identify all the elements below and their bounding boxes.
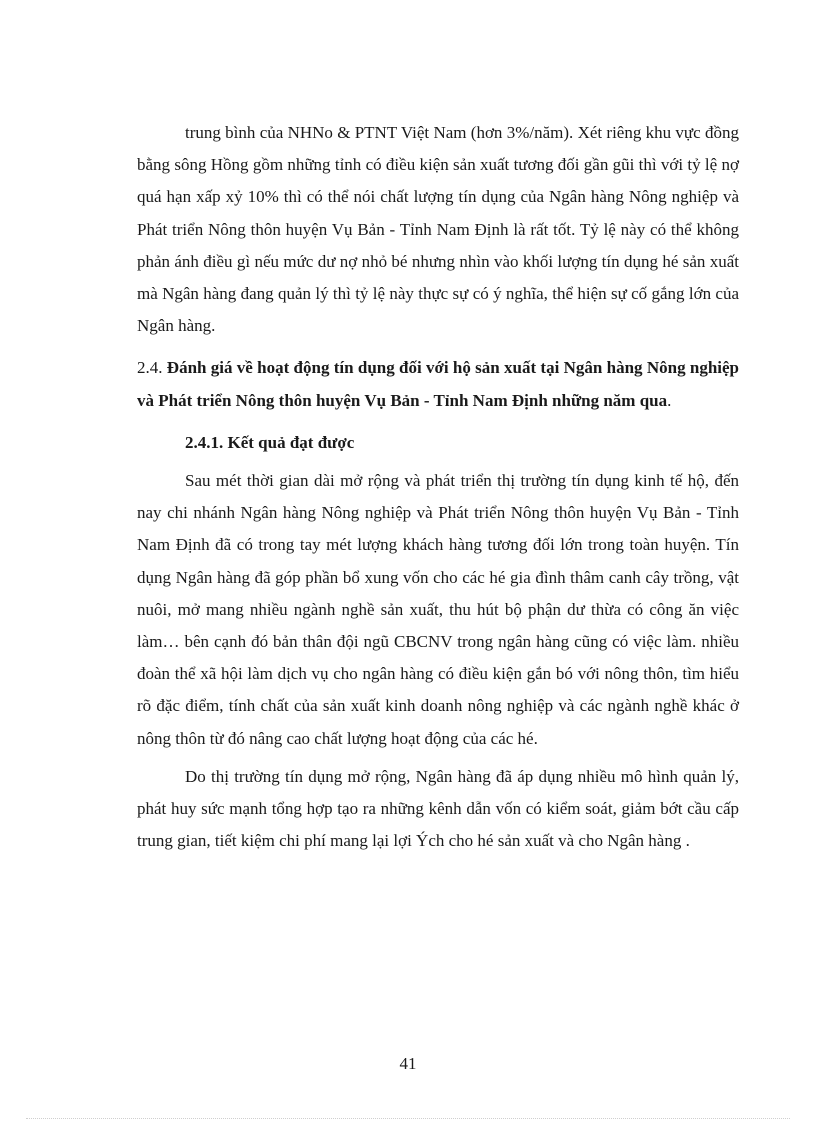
paragraph-intro: trung bình của NHNo & PTNT Việt Nam (hơn 3%/năm). Xét riêng khu vực đồng bằng sông Hồng gồm những tỉnh có điều kiện sản xuất tương đối gần gũi thì với tỷ lệ nợ quá hạn xấp xỷ 10% thì có thể nói chất lượng tín dụng của Ngân hàng Nông nghiệp và Phát triển Nông thôn huyện Vụ Bản - Tỉnh Nam Định là rất tốt. Tỷ lệ này có thể không phản ánh điều gì nếu mức dư nợ nhỏ bé nhưng nhìn vào khối lượng tín dụng hé sản xuất mà Ngân hàng đang quản lý thì tỷ lệ này thực sự có ý nghĩa, thể hiện sự cố gắng lớn của Ngân hàng. — [137, 123, 739, 336]
footer-divider — [26, 1118, 790, 1119]
paragraph-results-1: Sau mét thời gian dài mở rộng và phát triển thị trường tín dụng kinh tế hộ, đến nay chi nhánh Ngân hàng Nông nghiệp và Phát triển Nông thôn huyện Vụ Bản - Tỉnh Nam Định đã có trong tay mét lượng khách hàng tương đối lớn trong toàn huyện. Tín dụng Ngân hàng đã góp phần bổ xung vốn cho các hé gia đình thâm canh cây trồng, vật nuôi, mở mang nhiều ngành nghề sản xuất, thu hút bộ phận dư thừa có công ăn việc làm… bên cạnh đó bản thân đội ngũ CBCNV trong ngân hàng cũng có việc làm. nhiều đoàn thể xã hội làm dịch vụ cho ngân hàng có điều kiện gắn bó với nông thôn, tìm hiểu rõ đặc điểm, tính chất của sản xuất kinh doanh nông nghiệp và các ngành nghề khác ở nông thôn từ đó nâng cao chất lượng hoạt động của các hé. — [137, 471, 739, 748]
section-heading — [137, 352, 739, 416]
subsection-heading: 2.4.1. Kết quả đạt được — [185, 432, 355, 452]
page-number: 41 — [399, 1054, 417, 1073]
section-title: Đánh giá về hoạt động tín dụng đối với hộ sản xuất tại Ngân hàng Nông nghiệp và Phát triển Nông thôn huyện Vụ Bản - Tỉnh Nam Định những năm qua — [137, 358, 739, 410]
page-content — [137, 117, 739, 857]
paragraph-results-2: Do thị trường tín dụng mở rộng, Ngân hàng đã áp dụng nhiều mô hình quản lý, phát huy sức mạnh tổng hợp tạo ra những kênh dẫn vốn có kiểm soát, giảm bớt cầu cấp trung gian, tiết kiệm chi phí mang lại lợi Ých cho hé sản xuất và cho Ngân hàng . — [137, 766, 739, 851]
section-number: 2.4. — [137, 358, 163, 378]
section-title-period: . — [667, 390, 672, 410]
